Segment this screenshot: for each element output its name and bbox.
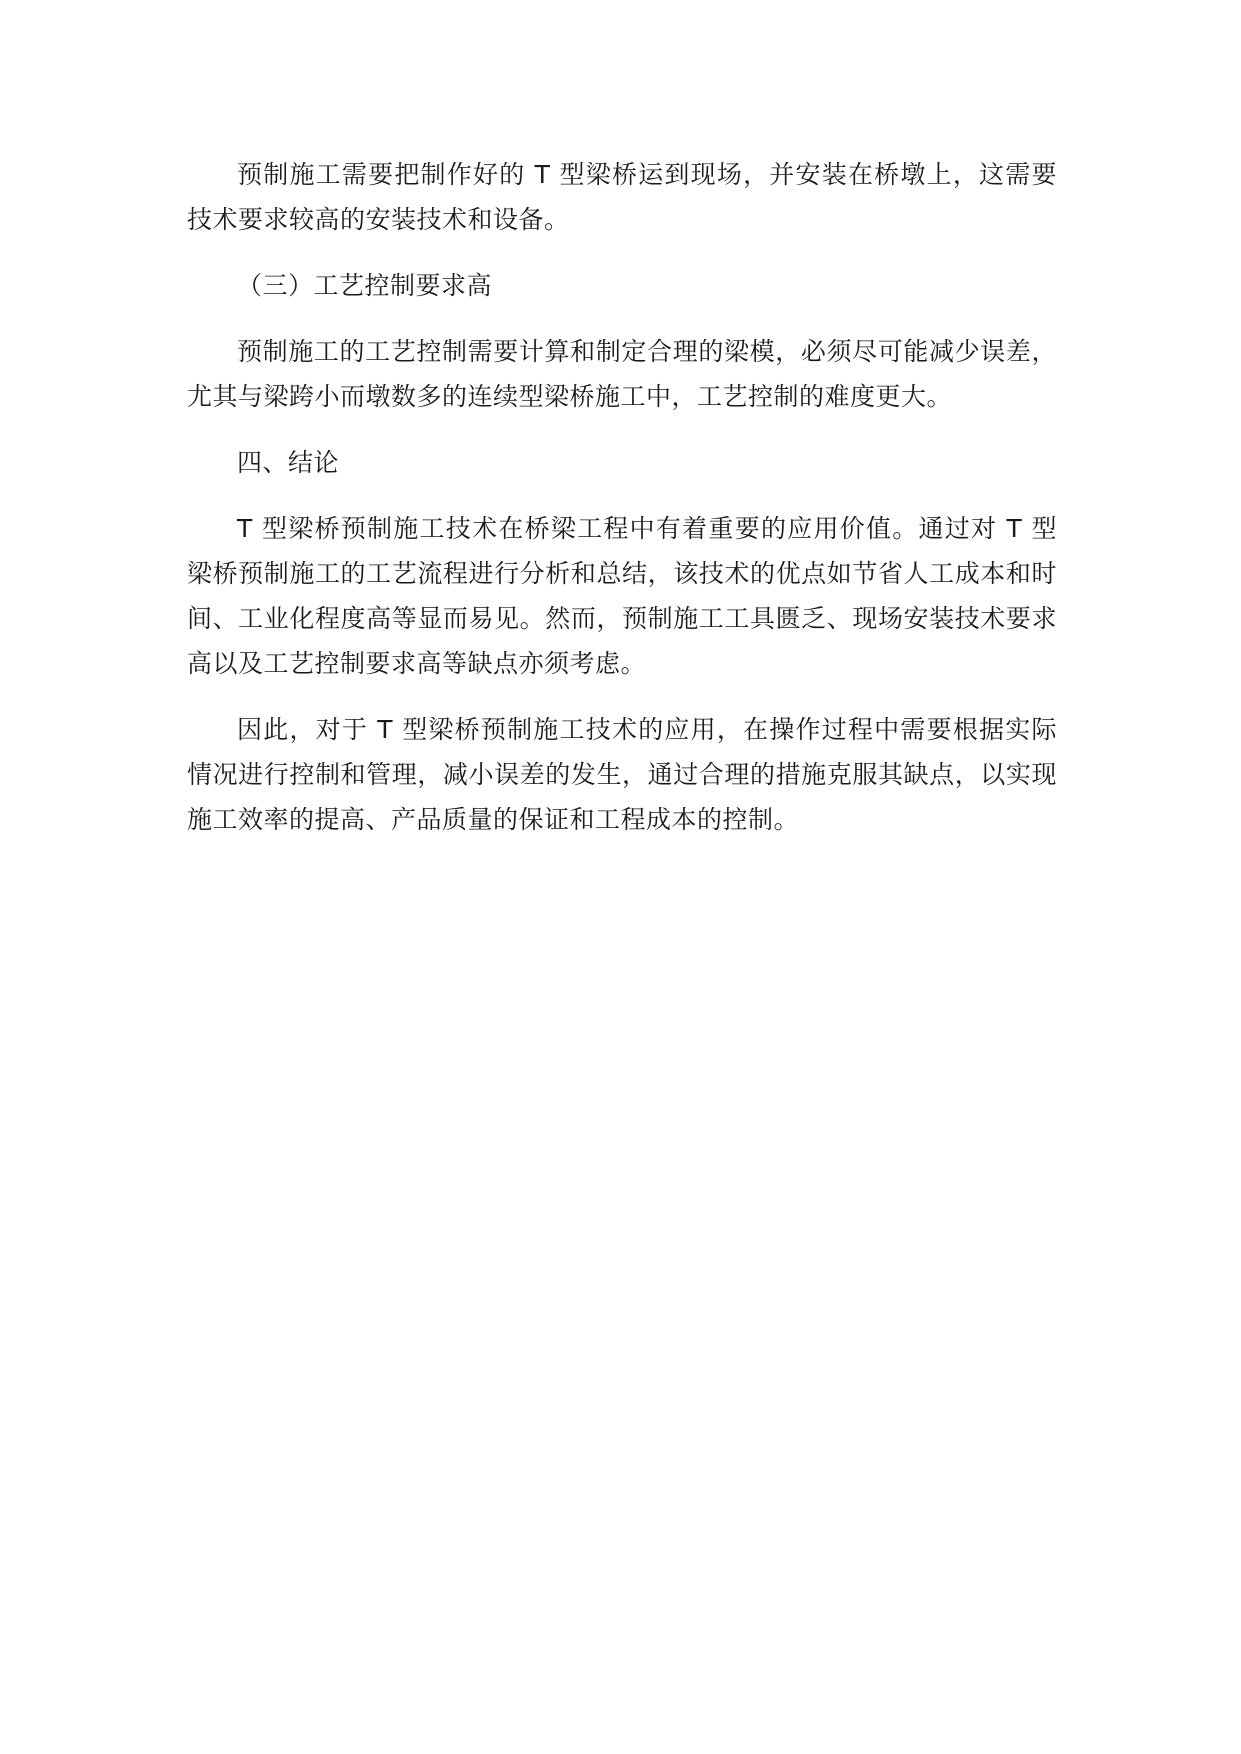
document-body — [187, 152, 1057, 863]
paragraph-process-control: 预制施工的工艺控制需要计算和制定合理的梁模，必须尽可能减少误差，尤其与梁跨小而墩数多的连续型梁桥施工中，工艺控制的难度更大。 — [187, 337, 1057, 411]
paragraph-conclusion-summary: T 型梁桥预制施工技术在桥梁工程中有着重要的应用价值。通过对 T 型梁桥预制施工的工艺流程进行分析和总结，该技术的优点如节省人工成本和时间、工业化程度高等显而易见。然而，预制施工工具匮乏、现场安装技术要求高以及工艺控制要求高等缺点亦须考虑。 — [187, 514, 1057, 678]
paragraph-conclusion-recommendation: 因此，对于 T 型梁桥预制施工技术的应用，在操作过程中需要根据实际情况进行控制和管理，减小误差的发生，通过合理的措施克服其缺点，以实现施工效率的提高、产品质量的保证和工程成本的控制。 — [187, 715, 1057, 834]
section-heading-conclusion: 四、结论 — [237, 448, 340, 477]
paragraph-installation: 预制施工需要把制作好的 T 型梁桥运到现场，并安装在桥墩上，这需要技术要求较高的安装技术和设备。 — [187, 160, 1057, 234]
section-heading-process-control: （三）工艺控制要求高 — [237, 271, 493, 300]
